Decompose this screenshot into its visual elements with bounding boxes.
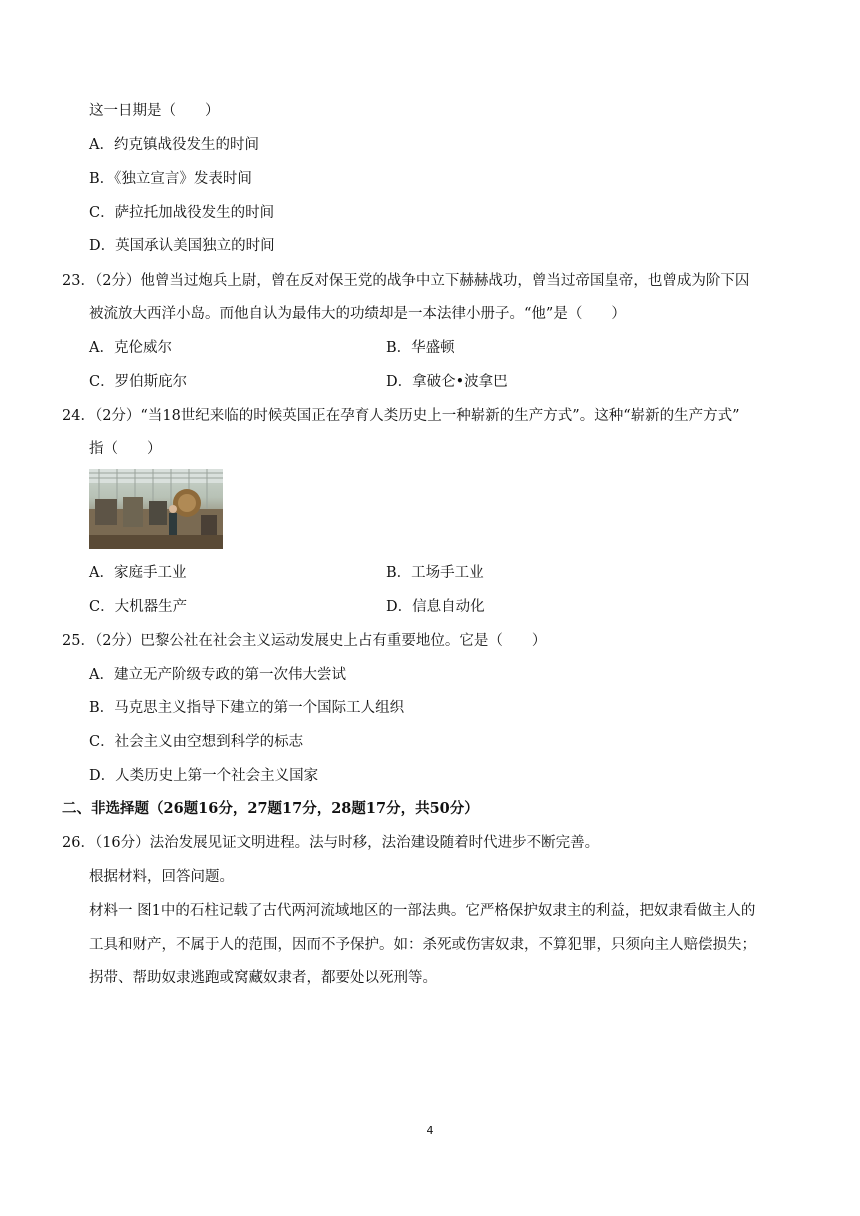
q25-option-a: A．建立无产阶级专政的第一次伟大尝试 — [89, 667, 346, 683]
q25-stem: 25．（2分）巴黎公社在社会主义运动发展史上占有重要地位。它是（ ） — [62, 633, 547, 649]
q22-option-d: D．英国承认美国独立的时间 — [89, 238, 275, 254]
q24-stem-line2: 指（ ） — [89, 441, 162, 457]
q23-option-a: A．克伦威尔 — [89, 340, 172, 356]
q24-option-a: A．家庭手工业 — [89, 565, 187, 581]
q26-material1-line2: 工具和财产，不属于人的范围，因而不予保护。如：杀死或伤害奴隶，不算犯罪，只须向主人赔偿损失； — [89, 937, 756, 953]
q24-option-d: D．信息自动化 — [386, 599, 485, 615]
q23-option-c: C．罗伯斯庇尔 — [89, 374, 188, 390]
q26-instruction: 根据材料，回答问题。 — [89, 869, 234, 885]
q24-option-b: B．工场手工业 — [386, 565, 484, 581]
q26-material1-line1: 材料一 图1中的石柱记载了古代两河流域地区的一部法典。它严格保护奴隶主的利益，把奴隶看做主人的 — [89, 903, 756, 919]
q22-stem-continued: 这一日期是（ ） — [89, 103, 220, 119]
q25-option-d: D．人类历史上第一个社会主义国家 — [89, 768, 319, 784]
q23-stem-line1: 23．（2分）他曾当过炮兵上尉，曾在反对保王党的战争中立下赫赫战功，曾当过帝国皇帝，也曾成为阶下囚 — [62, 273, 750, 289]
page-number: 4 — [426, 1124, 434, 1137]
q22-option-c: C．萨拉托加战役发生的时间 — [89, 205, 275, 221]
q23-option-d: D．拿破仑•波拿巴 — [386, 374, 508, 390]
q22-option-a: A．约克镇战役发生的时间 — [89, 137, 259, 153]
q26-material1-line3: 拐带、帮助奴隶逃跑或窝藏奴隶者，都要处以死刑等。 — [89, 970, 437, 986]
q24-option-c: C．大机器生产 — [89, 599, 188, 615]
section-heading: 二、非选择题（26题16分，27题17分，28题17分，共50分） — [62, 800, 479, 817]
q23-stem-line2: 被流放大西洋小岛。而他自认为最伟大的功绩却是一本法律小册子。“他”是（ ） — [89, 306, 626, 322]
q25-option-b: B．马克思主义指导下建立的第一个国际工人组织 — [89, 700, 405, 716]
q26-stem: 26．（16分）法治发展见证文明进程。法与时移，法治建设随着时代进步不断完善。 — [62, 835, 600, 851]
factory-illustration — [89, 469, 223, 549]
q23-option-b: B．华盛顿 — [386, 340, 455, 356]
q22-option-b: B．《独立宣言》发表时间 — [89, 171, 252, 187]
q24-stem-line1: 24．（2分）“当18世纪来临的时候英国正在孕育人类历史上一种崭新的生产方式”。这种“崭新的生产方式” — [62, 408, 740, 424]
q25-option-c: C．社会主义由空想到科学的标志 — [89, 734, 304, 750]
